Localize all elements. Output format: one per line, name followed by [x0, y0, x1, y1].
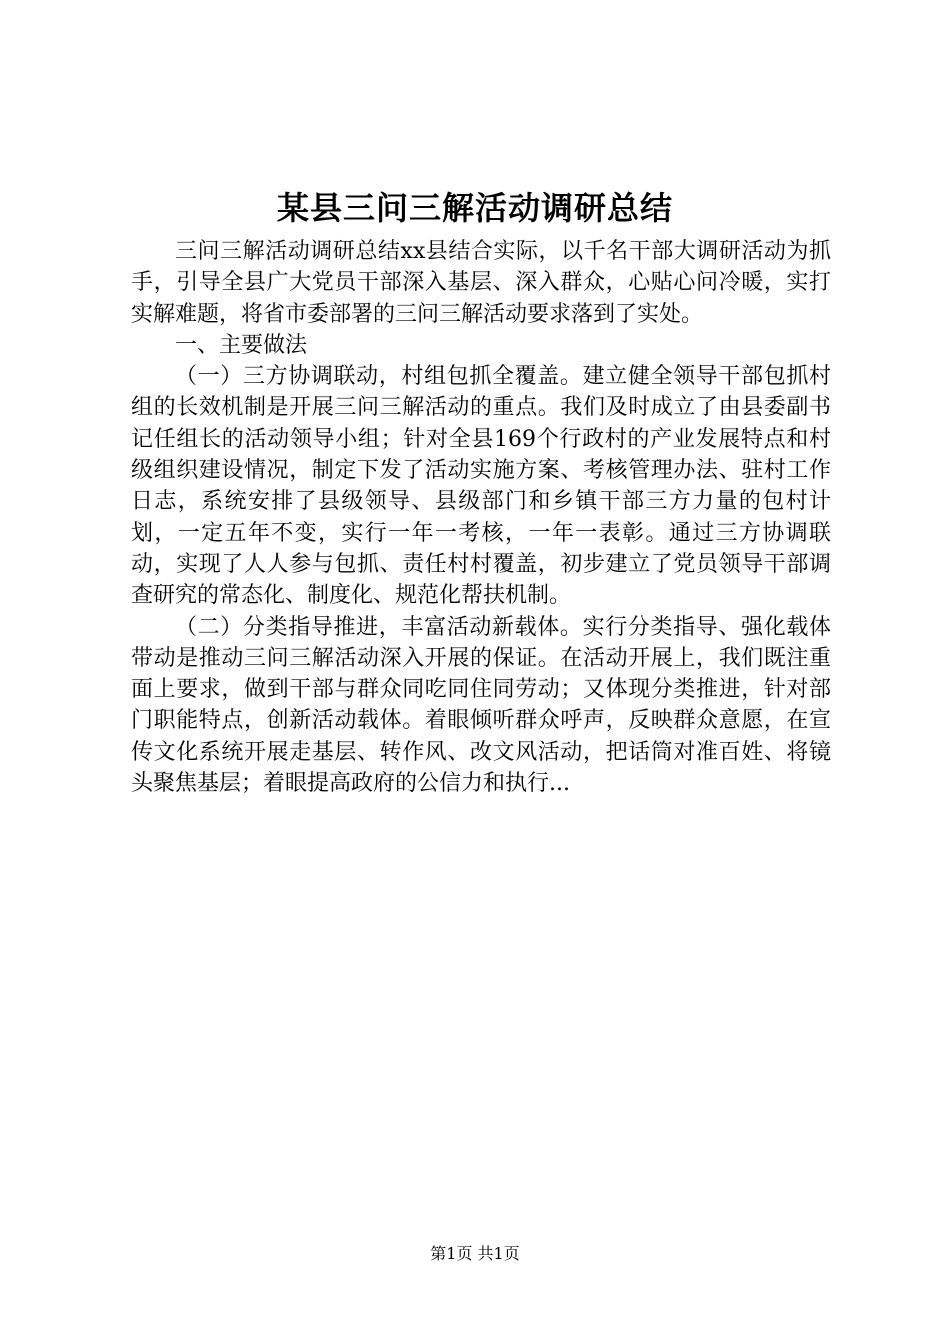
- document-body: [131, 236, 831, 799]
- document-title: 某县三问三解活动调研总结: [276, 189, 673, 227]
- section-heading: 一、主要做法: [175, 332, 308, 358]
- intro-paragraph: 三问三解活动调研总结xx县结合实际，以千名干部大调研活动为抓手，引导全县广大党员干部深入基层、深入群众，心贴心问冷暖，实打实解难题，将省市委部署的三问三解活动要求落到了实处。: [131, 239, 831, 327]
- subsection-paragraph-1: （一）三方协调联动，村组包抓全覆盖。建立健全领导干部包抓村组的长效机制是开展三问三解活动的重点。我们及时成立了由县委副书记任组长的活动领导小组；针对全县169个行政村的产业发展特点和村级组织建设情况，制定下发了活动实施方案、考核管理办法、驻村工作日志，系统安排了县级领导、县级部门和乡镇干部三方力量的包村计划，一定五年不变，实行一年一考核，一年一表彰。通过三方协调联动，实现了人人参与包抓、责任村村覆盖，初步建立了党员领导干部调查研究的常态化、制度化、规范化帮扶机制。: [131, 364, 831, 609]
- page-number-footer: 第1页 共1页: [430, 1244, 520, 1263]
- subsection-paragraph-2: （二）分类指导推进，丰富活动新载体。实行分类指导、强化载体带动是推动三问三解活动深入开展的保证。在活动开展上，我们既注重面上要求，做到干部与群众同吃同住同劳动；又体现分类推进，针对部门职能特点，创新活动载体。着眼倾听群众呼声，反映群众意愿，在宣传文化系统开展走基层、转作风、改文风活动，把话筒对准百姓、将镜头聚焦基层；着眼提高政府的公信力和执行...: [131, 614, 831, 797]
